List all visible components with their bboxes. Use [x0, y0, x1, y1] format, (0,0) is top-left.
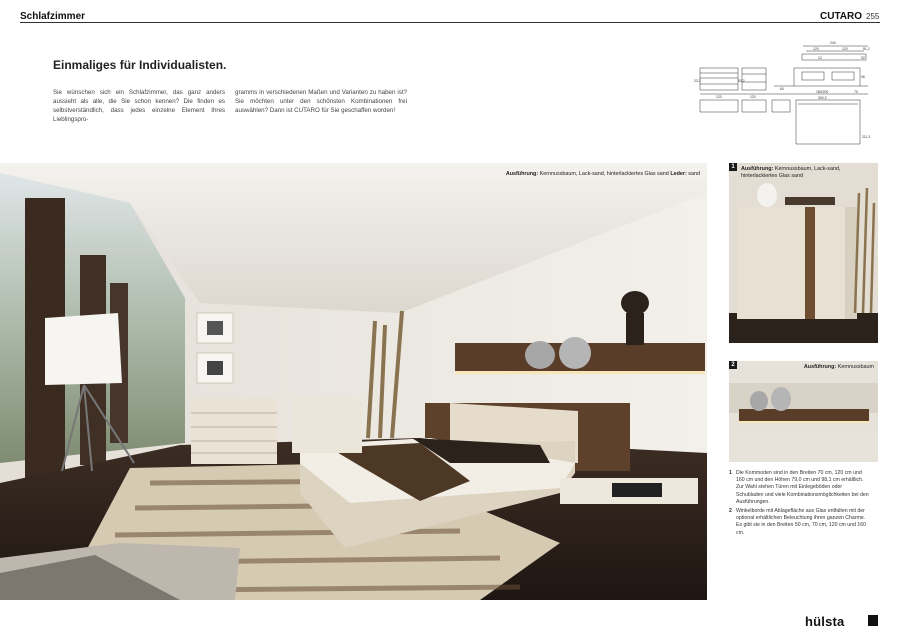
note-1: [729, 470, 869, 506]
photo-2-caption: Ausführung: Kernnussbaum: [803, 364, 874, 370]
page-number: 255: [866, 12, 880, 21]
dim-label: 120: [842, 47, 848, 51]
intro-column-1: Sie wünschen sich ein Schlafzimmer, das ganz anders aussieht als alle, die Sie schon kennen? Die finden es selbstverständlich, dass jedes einzelne Element Ihres Lieblingspro-: [53, 89, 225, 123]
dim-label: 300,3: [818, 96, 827, 100]
dim-label: 70: [854, 90, 858, 94]
dim-label: 120: [750, 95, 756, 99]
dim-label: 180/200: [816, 90, 829, 94]
hero-caption: Ausführung: Kernnussbaum, Lack-sand, hinterlackiertes Glas sand Leder: sand: [505, 171, 700, 177]
dim-label: 51,2: [863, 47, 870, 51]
dim-label: 211,3: [862, 135, 871, 139]
section-title: Schlafzimmer: [20, 11, 86, 22]
dim-label: 120: [716, 95, 722, 99]
dim-label: 23,2: [694, 79, 701, 83]
note-number: 1: [729, 470, 732, 476]
bedroom-hero-image: [0, 163, 707, 600]
photo-2-number: 2: [729, 361, 737, 369]
technical-drawing: [694, 38, 871, 148]
dim-label: 46: [861, 75, 865, 79]
intro-column-2: gramms in verschiedenen Maßen und Varianten zu haben ist? Sie möchten unter den schönsten Kombinationen frei auswählen? Dann ist CUTARO für Sie geschaffen worden!: [235, 89, 407, 114]
headline: Einmaliges für Individualisten.: [53, 58, 227, 72]
photo-1-number: 1: [729, 163, 737, 171]
dim-label: 120: [813, 47, 819, 51]
note-text: Die Kommoden sind in den Breiten 70 cm, 120 cm und 160 cm und den Höhen 79,0 cm und 98,1 cm erhältlich. Zur Wahl stehen Türen mit Einlegeböden oder Schubladen und viele Kombinationsmöglichkeiten bei den Ausführungen.: [736, 470, 869, 505]
logo-mark-icon: [868, 615, 878, 626]
dim-label: 12: [818, 56, 822, 60]
brand-logo: hülsta: [805, 614, 845, 629]
header-rule: [20, 22, 880, 23]
dim-label: 240: [830, 41, 836, 45]
brand-name: CUTARO: [820, 11, 863, 22]
dim-label: 52: [861, 56, 865, 60]
sideboard-photo: [729, 163, 878, 343]
photo-1-caption: Ausführung: Kernnussbaum, Lack-sand, hinterlackiertes Glas sand: [741, 166, 841, 179]
dim-label: 53,2: [738, 79, 745, 83]
shelf-photo: [729, 361, 878, 462]
note-2: [729, 508, 869, 537]
note-number: 2: [729, 508, 732, 514]
dim-label: 60: [780, 87, 784, 91]
note-text: Winkelborde mit Ablagefläche aus Glas entfalten mit der optional erhältlichen Beleuchtung ihren ganzen Charme. Es gibt sie in den Breiten 50 cm, 70 cm, 120 cm und 160 cm.: [736, 508, 867, 536]
